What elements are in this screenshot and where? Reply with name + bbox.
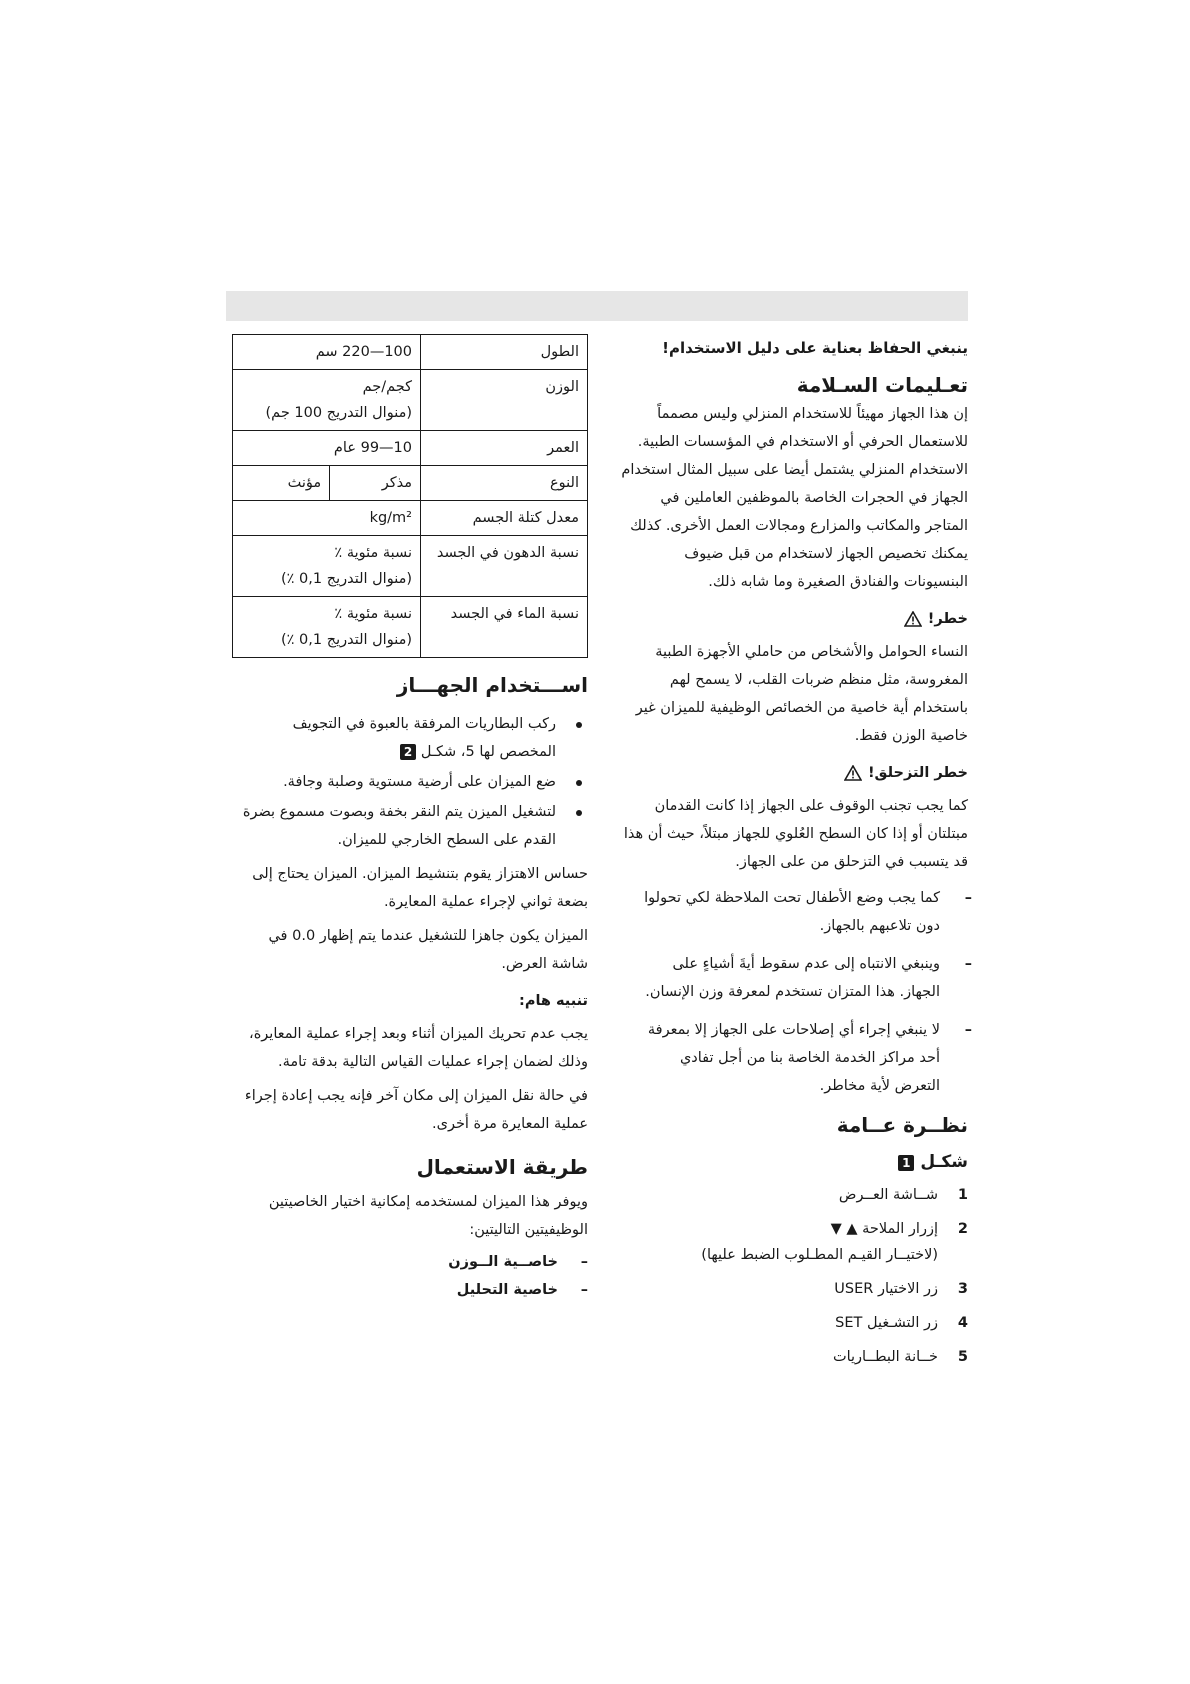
spec-label: الوزن [421, 370, 588, 431]
ready-text: الميزان يكون جاهزا للتشغيل عندما يتم إظهار 0.0 في شاشة العرض. [268, 928, 588, 972]
overview-heading: نظــرة عــامة [836, 1113, 968, 1137]
list-item: – كما يجب وضع الأطفال تحت الملاحظة لكي تحولوا دون تلاعبهم بالجهاز. [644, 890, 972, 934]
list-item: ركب البطاريات المرفقة بالعبوة في التجويف المخصص لها 5، شكـل 2 [232, 710, 588, 766]
figure-number-badge: 1 [898, 1155, 914, 1171]
spec-label: النوع [421, 466, 588, 501]
bullet-icon [576, 722, 582, 728]
danger-text: النساء الحوامل والأشخاص من حاملي الأجهزة الطبية المغروسة، مثل منظم ضربات القلب، لا يسمح لهم باستخدام أية خاصية من الخصائص الوظيفية للميزان غير خاصية الوزن فقط. [635, 644, 968, 744]
spec-label: العمر [421, 431, 588, 466]
right-column [618, 336, 972, 1378]
slip-heading [618, 760, 968, 786]
list-item: – خاصية التحليل [456, 1282, 588, 1298]
table-row [233, 431, 588, 466]
spec-table [232, 334, 588, 658]
table-row [233, 597, 588, 658]
list-item: – خاصــية الــوزن [448, 1254, 588, 1270]
list-item: ضع الميزان على أرضية مستوية وصلبة وجافة. [232, 768, 588, 796]
table-row [233, 370, 588, 431]
spec-value: كجم/جم (منوال التدريج 100 جم) [233, 370, 421, 431]
list-item: لتشغيل الميزن يتم النقر بخفة وبصوت مسموع بضرة القدم على السطح الخارجي للميزان. [232, 798, 588, 854]
slip-text: كما يجب تجنب الوقوف على الجهاز إذا كانت القدمان مبتلتان أو إذا كان السطح العُلوي للجهاز مبتلاً، حيث أن هذا قد يتسبب في التزحلق من على الجهاز. [623, 798, 968, 870]
slip-label: خطر التزحلق! [867, 765, 968, 781]
spec-label: نسبة الدهون في الجسد [421, 536, 588, 597]
warnings-list [618, 884, 972, 1100]
list-item: 3 زر الاختيار USER [834, 1281, 968, 1297]
list-item: – وينبغي الانتباه إلى عدم سقوط أيةَ أشياءٍ على الجهاز. هذا المتزان تستخدم لمعرفة وزن الإنسان. [645, 956, 972, 1000]
spec-value: مؤنث [233, 466, 330, 501]
spec-label: معدل كتلة الجسم [421, 501, 588, 536]
method-heading: طريقة الاستعمال [416, 1155, 588, 1179]
usage-heading: اســـتخدام الجهـــاز [396, 673, 588, 697]
note-text: في حالة نقل الميزان إلى مكان آخر فإنه يجب إعادة إجراء عملية المعايرة مرة أخرى. [244, 1088, 588, 1132]
bullet-icon [576, 810, 582, 816]
sensor-text: حساس الاهتزاز يقوم بتنشيط الميزان. الميزان يحتاج إلى بضعة ثواني لإجراء عملية المعايرة. [252, 866, 588, 910]
spec-value: 10—99 عام [233, 431, 421, 466]
table-row [233, 466, 588, 501]
spec-value: kg/m² [233, 501, 421, 536]
danger-heading [618, 606, 968, 632]
danger-label: خطر! [927, 611, 968, 627]
safety-text: إن هذا الجهاز مهيئاً للاستخدام المنزلي وليس مصمماً للاستعمال الحرفي أو الاستخدام في المؤسسات الطبية. الاستخدام المنزلي يشتمل أيضا على سبيل المثال استخدام الجهاز في الحجرات الخاصة بالموظفين العاملين في المتاجر والمكاتب والمزارع ومجالات العمل الأخرى. كذلك يمكنك تخصيص الجهاز لاستخدام من قبل ضيوف البنسيونات والفنادق الصغيرة وما شابه ذلك. [621, 406, 968, 590]
note-text: يجب عدم تحريك الميزان أثناء وبعد إجراء عملية المعايرة، وذلك لضمان إجراء عمليات القياس التالية بدقة تامة. [249, 1026, 588, 1070]
method-text: ويوفر هذا الميزان لمستخدمه إمكانية اختيار الخاصيتين الوظيفيتين التاليتين: [268, 1194, 588, 1238]
list-item: – لا ينبغي إجراء أي إصلاحات على الجهاز إلا بمعرفة أحد مراكز الخدمة الخاصة بنا من أجل تفادي التعرض لأية مخاطر. [647, 1022, 972, 1094]
usage-list [232, 710, 588, 854]
left-column [232, 334, 588, 1304]
spec-value: نسبة مئوية ٪ (منوال التدريج 0,1 ٪) [233, 597, 421, 658]
list-item: 5 خــانة البطــاريات [832, 1349, 968, 1365]
list-item: 4 زر التشـغيل SET [835, 1315, 968, 1331]
warning-triangle-icon [904, 611, 922, 627]
table-row [233, 335, 588, 370]
warning-triangle-icon [844, 765, 862, 781]
spec-value: مذكر [330, 466, 421, 501]
bullet-icon [576, 780, 582, 786]
figure-number-badge: 2 [400, 744, 416, 760]
list-item: 2 إزرار الملاحة ▲ ▼ (لاختيــار القيـم المطـلوب الضبط عليها) [701, 1221, 968, 1263]
header-band [226, 291, 968, 321]
method-list [232, 1248, 588, 1304]
spec-label: نسبة الماء في الجسد [421, 597, 588, 658]
safety-heading: تعـليمات السـلامة [796, 373, 968, 397]
overview-list [618, 1182, 968, 1370]
spec-label: الطول [421, 335, 588, 370]
list-item: 1 شــاشة العــرض [838, 1187, 968, 1203]
spec-value: نسبة مئوية ٪ (منوال التدريج 0,1 ٪) [233, 536, 421, 597]
table-row [233, 536, 588, 597]
spec-value: 100—220 سم [233, 335, 421, 370]
intro-note: ينبغي الحفاظ بعناية على دليل الاستخدام! [662, 339, 968, 357]
table-row [233, 501, 588, 536]
figure-caption: شكـل 1 [618, 1148, 968, 1176]
note-heading: تنبيه هام: [519, 993, 588, 1009]
